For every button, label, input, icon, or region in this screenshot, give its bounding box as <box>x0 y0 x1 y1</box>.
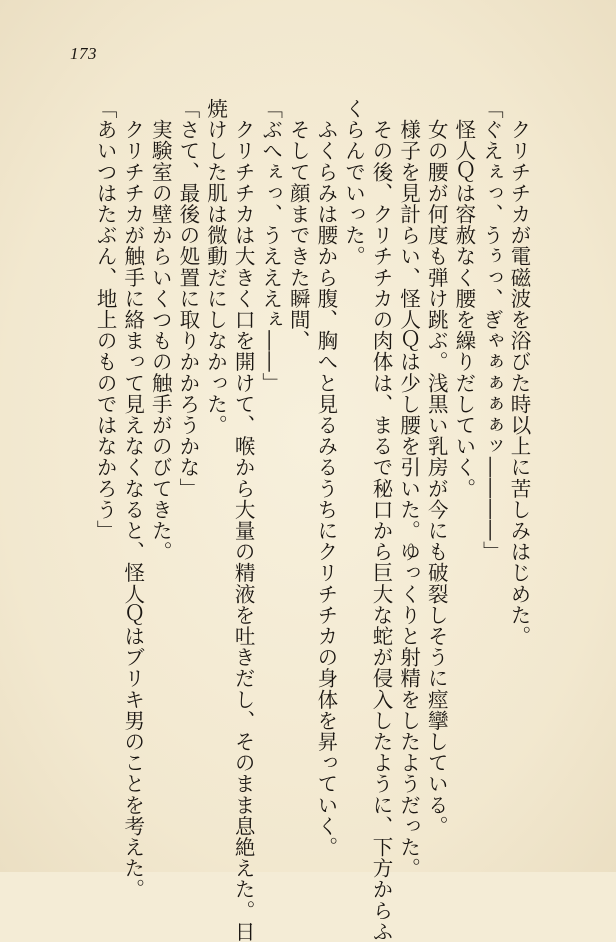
text-line: クリチチカが電磁波を浴びた時以上に苦しみはじめた。 <box>507 98 531 647</box>
text-line: 「あいつはたぶん、地上のものではなかろう」 <box>93 98 118 542</box>
text-line: 女の腰が何度も弾け跳ぶ。浅黒い乳房が今にも破裂しそうに痙攣している。 <box>424 98 449 837</box>
text-line: くらんでいった。 <box>341 98 366 267</box>
text-line: 怪人Ｑは容赦なく腰を繰りだしていく。 <box>451 98 476 499</box>
body-text <box>91 98 533 942</box>
text-line: ふくらみは腰から腹、胸へと見るみるうちにクリチチカの身体を昇っていく。 <box>313 98 338 858</box>
text-line: クリチチカは大きく口を開けて、喉から大量の精液を吐きだし、そのまま息絶えた。日 <box>231 98 256 942</box>
page-number: 173 <box>70 44 97 63</box>
text-line: 実験室の壁からいくつもの触手がのびてきた。 <box>148 98 173 563</box>
text-line: その後、クリチチカの肉体は、まるで秘口から巨大な蛇が侵入したように、下方からふ <box>369 98 394 942</box>
text-line: 様子を見計らい、怪人Ｑは少し腰を引いた。ゆっくりと射精をしたようだった。 <box>396 98 421 879</box>
text-line: 「ぐえぇっ、うぅっ、ぎゃぁぁぁぁッ――――」 <box>479 98 504 563</box>
text-line: そして顔まできた瞬間、 <box>286 98 311 352</box>
text-line: 「さて、最後の処置に取りかかろうかな」 <box>175 98 200 499</box>
text-line: クリチチカが触手に絡まって見えなくなると、怪人Ｑはブリキ男のことを考えた。 <box>120 98 145 900</box>
text-line: 「ぶへぇっ、うえええぇ――」 <box>258 98 283 394</box>
text-line: 焼けした肌は微動だにしなかった。 <box>203 98 228 436</box>
